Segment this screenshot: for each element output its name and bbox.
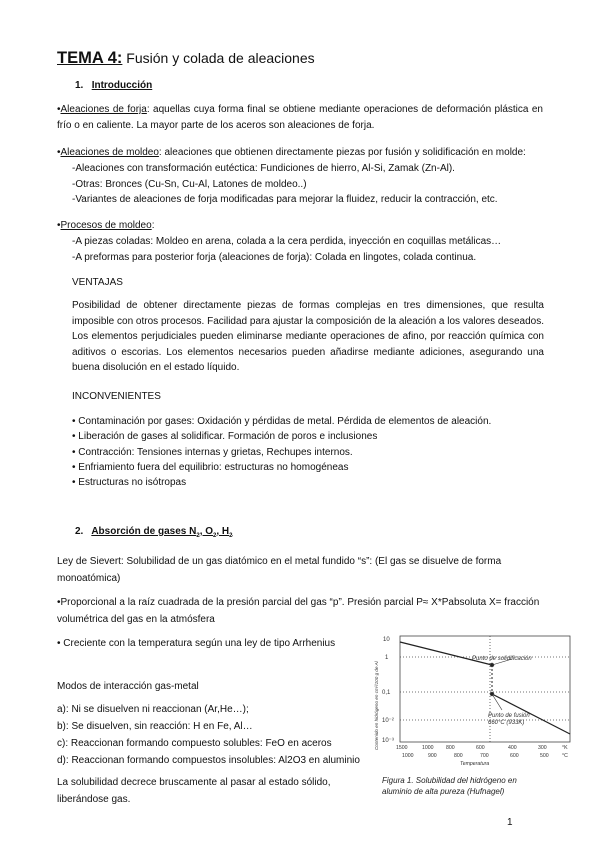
list-item: -Otras: Bronces (Cu-Sn, Cu-Al, Latones de moldeo..) — [72, 178, 307, 190]
x-tick-label: 800 — [446, 745, 455, 751]
x-tick-label: 1000 — [402, 753, 414, 759]
procesos-term: Procesos de moldeo — [60, 220, 152, 231]
figure-caption: Figura 1. Solubilidad del hidrógeno en aluminio de alta pureza (Hufnagel) — [382, 776, 517, 796]
title-number: TEMA 4: — [57, 49, 123, 67]
x-tick-label: 400 — [508, 745, 517, 751]
inconvenientes-list — [72, 414, 491, 490]
forja-paragraph: •Aleaciones de forja: aquellas cuya forma final se obtiene mediante operaciones de deformación plástica en frío o en caliente. La mayor parte de los aceros son aleaciones de forja. — [57, 104, 543, 131]
modos-list — [57, 701, 360, 769]
moldeo-list — [72, 161, 552, 208]
ventajas-heading: VENTAJAS — [72, 277, 123, 288]
list-item: -A preformas para posterior forja (aleaciones de forja): Colada en lingotes, colada continua. — [72, 251, 477, 263]
page-title — [57, 49, 315, 68]
moldeo-paragraph: •Aleaciones de moldeo: aleaciones que obtienen directamente piezas por fusión y solidificación en molde: — [57, 147, 526, 158]
list-item: -A piezas coladas: Moldeo en arena, colada a la cera perdida, inyección en coquillas metálicas… — [72, 236, 502, 247]
page-number: 1 — [507, 817, 513, 828]
y-axis-label: Contenido en hidrógeno en cm³/100 g de Al — [374, 661, 379, 750]
x-tick-label: 800 — [454, 753, 463, 759]
list-item: c): Reaccionan formando compuesto solubles: FeO en aceros — [57, 738, 332, 749]
y-tick-label: 10⁻² — [382, 718, 394, 724]
title-text: Fusión y colada de aleaciones — [126, 50, 315, 66]
solubility-chart — [374, 632, 576, 774]
modos-heading: Modos de interacción gas-metal — [57, 681, 199, 692]
x-axis-label: Temperatura — [460, 761, 490, 767]
x-tick-label: 300 — [538, 745, 547, 751]
solidification-label: Punto de solidificación — [472, 656, 532, 662]
solubilidad-paragraph: La solubilidad decrece bruscamente al pasar al estado sólido, liberándose gas. — [57, 777, 331, 805]
list-item: a): Ni se disuelven ni reaccionan (Ar,He…); — [57, 704, 249, 715]
list-item: • Estructuras no isótropas — [72, 477, 187, 489]
subscript-2: 2 — [196, 533, 200, 539]
procesos-text: : — [151, 220, 155, 231]
moldeo-term: Aleaciones de moldeo — [60, 147, 159, 158]
sievert-paragraph: Ley de Sievert: Solubilidad de un gas diatómico en el metal fundido “s”: (El gas se disuelve de forma monoatómica) — [57, 556, 502, 584]
subscript-2: 2 — [229, 533, 233, 539]
x-tick-label: 900 — [428, 753, 437, 759]
proporcional-paragraph: •Proporcional a la raíz cuadrada de la presión parcial del gas “p”. Presión parcial P≈ X*Pabsoluta X= fracción volumétrica del gas en la atmósfera — [57, 597, 540, 625]
hydrogen-solubility-figure — [374, 632, 576, 802]
section1-title: Introducción — [91, 80, 153, 91]
forja-term: Aleaciones de forja — [60, 104, 147, 115]
section2-heading — [75, 526, 233, 539]
list-item: -Aleaciones con transformación eutéctica: Fundiciones de hierro, Al-Si, Zamak (Zn-Al). — [72, 163, 455, 174]
section1-number: 1. — [75, 80, 84, 91]
procesos-list — [72, 234, 552, 265]
section2-number: 2. — [75, 526, 84, 537]
moldeo-text: : aleaciones que obtienen directamente piezas por fusión y solidificación en molde: — [158, 147, 526, 158]
forja-text: : aquellas cuya forma final se obtiene mediante operaciones de deformación plástica en frío o en caliente. La mayor parte de los aceros son aleaciones de forja. — [57, 104, 543, 131]
x-tick-label: 700 — [480, 753, 489, 759]
list-item: • Enfriamiento fuera del equilibrio: estructuras no homogéneas — [72, 461, 349, 473]
y-tick-label: 0,1 — [382, 690, 391, 696]
fusion-label: Punto de fusión — [488, 713, 530, 719]
plot-frame — [400, 636, 570, 742]
y-tick-label: 1 — [385, 655, 389, 661]
ventajas-paragraph: Posibilidad de obtener directamente piezas de formas complejas en tres dimensiones, que resulta imposible con otros procesos. Facilidad para ajustar la composición de la aleación a los valores deseados. Los elementos perjudiciales pueden eliminarse mediante operaciones de afino, por reacción química con aditivos o escorias. Los elementos necesarios pueden añadirse mediante adiciones, asegurando una buena disolución en el estado líquido. — [72, 300, 544, 373]
list-item: • Liberación de gases al solidificar. Formación de poros e inclusiones — [72, 431, 378, 443]
x-tick-label: 600 — [476, 745, 485, 751]
y-tick-label: 10 — [383, 637, 390, 643]
x-unit-label: °K — [562, 745, 568, 751]
section1-heading — [75, 80, 152, 91]
x-tick-label: 1000 — [422, 745, 434, 751]
x-tick-label: 1500 — [396, 745, 408, 751]
list-item: • Contracción: Tensiones internas y grietas, Rechupes internos. — [72, 446, 353, 458]
x-unit-label: °C — [562, 753, 568, 759]
list-item: d): Reaccionan formando compuestos insolubles: Al2O3 en aluminio — [57, 755, 360, 766]
y-tick-label: 10⁻³ — [382, 738, 394, 744]
procesos-paragraph: •Procesos de moldeo: — [57, 220, 155, 231]
subscript-2: 2 — [213, 533, 217, 539]
x-tick-label: 600 — [510, 753, 519, 759]
fusion-label-temp: 660°C (933K) — [488, 720, 525, 726]
section2-title: Absorción de gases $N_2$, $O_2$, $H_2$ — [91, 526, 233, 539]
inconvenientes-heading: INCONVENIENTES — [72, 391, 161, 402]
x-tick-label: 500 — [540, 753, 549, 759]
list-item: -Variantes de aleaciones de forja modificadas para mejorar la fluidez, reducir la contracción, etc. — [72, 194, 498, 205]
list-item: • Contaminación por gases: Oxidación y pérdidas de metal. Pérdida de elementos de aleación. — [72, 416, 492, 427]
creciente-paragraph: • Creciente con la temperatura según una ley de tipo Arrhenius — [57, 638, 336, 649]
list-item: b): Se disuelven, sin reacción: H en Fe, Al… — [57, 721, 253, 732]
